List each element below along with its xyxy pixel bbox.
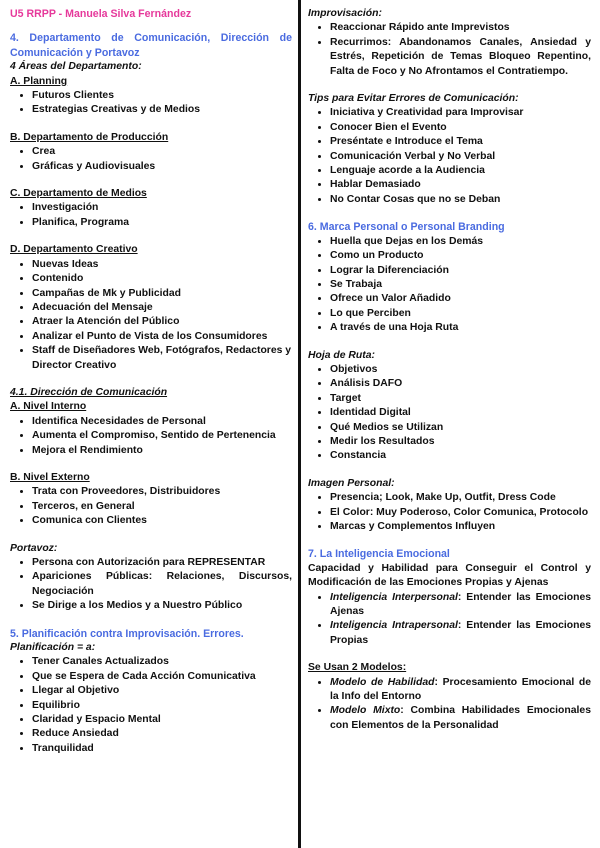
- term: Modelo Mixto: [330, 705, 401, 717]
- list-item: • Investigación: [32, 201, 292, 215]
- term: Modelo de Habilidad: [330, 676, 435, 688]
- list-item: • A través de una Hoja Ruta: [330, 321, 591, 335]
- list-item: • Llegar al Objetivo: [32, 684, 292, 698]
- term: Inteligencia Intrapersonal: [330, 620, 458, 632]
- hoja-ruta-heading: Hoja de Ruta:: [308, 349, 375, 361]
- list-item: [330, 591, 591, 620]
- list-item: • Gráficas y Audiovisuales: [32, 160, 292, 174]
- list-item: • Huella que Dejas en los Demás: [330, 235, 591, 249]
- creativo-heading: D. Departamento Creativo: [10, 244, 138, 256]
- planning-heading: A. Planning: [10, 75, 68, 87]
- list-item: • Preséntate e Introduce el Tema: [330, 135, 591, 149]
- definition: : Procesamiento Emocional de la Info del Entorno: [330, 676, 591, 703]
- portavoz-heading: Portavoz:: [10, 542, 58, 554]
- list-item: • Mejora el Rendimiento: [32, 444, 292, 458]
- tips-list: [308, 106, 591, 207]
- list-item: • Comunicación Verbal y No Verbal: [330, 150, 591, 164]
- list-item: • Se Trabaja: [330, 278, 591, 292]
- list-item: • Hablar Demasiado: [330, 178, 591, 192]
- list-item: • Futuros Clientes: [32, 89, 292, 103]
- produccion-list: [10, 145, 292, 174]
- list-item: • Terceros, en General: [32, 500, 292, 514]
- list-item: • Crea: [32, 145, 292, 159]
- improvisacion-list: [308, 21, 591, 79]
- direccion-heading: 4.1. Dirección de Comunicación: [10, 386, 168, 398]
- list-item: • Adecuación del Mensaje: [32, 301, 292, 315]
- hoja-ruta-list: [308, 363, 591, 464]
- list-item: • Identidad Digital: [330, 406, 591, 420]
- list-item: • El Color: Muy Poderoso, Color Comunica, Protocolo: [330, 506, 591, 520]
- document-title: U5 RRPP - Manuela Silva Fernández: [10, 8, 192, 20]
- list-item: • Claridad y Espacio Mental: [32, 713, 292, 727]
- inteligencia-emocional-desc: Capacidad y Habilidad para Conseguir el Control y Modificación de las Emociones Propias y Ajenas: [308, 562, 591, 589]
- nivel-interno-list: [10, 415, 292, 458]
- term: Inteligencia Interpersonal: [330, 591, 458, 603]
- section-6-heading: 6. Marca Personal o Personal Branding: [308, 221, 505, 234]
- list-item: • Tranquilidad: [32, 742, 292, 756]
- list-item: • Qué Medios se Utilizan: [330, 421, 591, 435]
- medios-list: [10, 201, 292, 230]
- list-item: • Analizar el Punto de Vista de los Consumidores: [32, 330, 292, 344]
- list-item: • Se Dirige a los Medios y a Nuestro Público: [32, 599, 292, 613]
- modelos-heading: Se Usan 2 Modelos:: [308, 662, 407, 674]
- list-item: • Staff de Diseñadores Web, Fotógrafos, Redactores y Director Creativo: [32, 344, 292, 373]
- imagen-personal-list: [308, 491, 591, 534]
- list-item: • Tener Canales Actualizados: [32, 655, 292, 669]
- list-item: • Persona con Autorización para REPRESENTAR: [32, 556, 292, 570]
- left-column: [0, 0, 298, 848]
- list-item: • Análisis DAFO: [330, 377, 591, 391]
- definition: : Combina Habilidades Emocionales con Elementos de la Personalidad: [330, 705, 591, 731]
- list-item: • Contenido: [32, 272, 292, 286]
- list-item: • Campañas de Mk y Publicidad: [32, 287, 292, 301]
- list-item: • Identifica Necesidades de Personal: [32, 415, 292, 429]
- list-item: • Lograr la Diferenciación: [330, 264, 591, 278]
- improvisacion-heading: Improvisación:: [308, 8, 382, 19]
- list-item: • Objetivos: [330, 363, 591, 377]
- medios-heading: C. Departamento de Medios: [10, 188, 147, 200]
- list-item: • Aumenta el Compromiso, Sentido de Pertenencia: [32, 429, 292, 443]
- list-item: • Planifica, Programa: [32, 216, 292, 230]
- list-item: • Presencia; Look, Make Up, Outfit, Dress Code: [330, 491, 591, 505]
- list-item: • Atraer la Atención del Público: [32, 315, 292, 329]
- list-item: [330, 619, 591, 648]
- section-5-heading: 5. Planificación contra Improvisación. Errores.: [10, 627, 244, 640]
- list-item: • Como un Producto: [330, 249, 591, 263]
- list-item: • Lenguaje acorde a la Audiencia: [330, 164, 591, 178]
- list-item: • Trata con Proveedores, Distribuidores: [32, 485, 292, 499]
- list-item: • Estrategias Creativas y de Medios: [32, 103, 292, 117]
- nivel-externo-list: [10, 485, 292, 528]
- list-item: • Target: [330, 392, 591, 406]
- definition: : Entender las Emociones Ajenas: [330, 591, 591, 618]
- list-item: • Apariciones Públicas: Relaciones, Discursos, Negociación: [32, 570, 292, 599]
- nivel-interno-heading: A. Nivel Interno: [10, 401, 87, 413]
- list-item: • Reduce Ansiedad: [32, 727, 292, 741]
- list-item: • Equilibrio: [32, 699, 292, 713]
- section-4-heading: 4. Departamento de Comunicación, Dirección de Comunicación y Portavoz: [10, 32, 292, 59]
- list-item: • Medir los Resultados: [330, 435, 591, 449]
- list-item: • Marcas y Complementos Influyen: [330, 520, 591, 534]
- column-divider: [298, 0, 301, 848]
- planificacion-heading: Planificación = a:: [10, 642, 96, 654]
- creativo-list: [10, 258, 292, 373]
- right-column: [303, 0, 600, 848]
- list-item: [330, 676, 591, 705]
- list-item: [330, 704, 591, 733]
- areas-label: 4 Áreas del Departamento:: [10, 61, 142, 73]
- list-item: • No Contar Cosas que no se Deban: [330, 193, 591, 207]
- planning-list: [10, 89, 292, 118]
- definition: : Entender las Emociones Propias: [330, 620, 591, 646]
- modelos-list: [308, 676, 591, 734]
- list-item: • Recurrimos: Abandonamos Canales, Ansiedad y Estrés, Repetición de Temas Bloqueo Repentino, Falta de Foco y No Afrontamos el Contratiempo.: [330, 36, 591, 79]
- list-item: • Reaccionar Rápido ante Imprevistos: [330, 21, 591, 35]
- tips-heading: Tips para Evitar Errores de Comunicación:: [308, 93, 519, 105]
- planificacion-list: [10, 655, 292, 756]
- inteligencia-tipos-list: [308, 591, 591, 649]
- section-7-heading: 7. La Inteligencia Emocional: [308, 548, 450, 561]
- imagen-personal-heading: Imagen Personal:: [308, 477, 395, 489]
- portavoz-list: [10, 556, 292, 614]
- marca-personal-list: [308, 235, 591, 336]
- list-item: • Iniciativa y Creatividad para Improvisar: [330, 106, 591, 120]
- list-item: • Comunica con Clientes: [32, 514, 292, 528]
- list-item: • Que se Espera de Cada Acción Comunicativa: [32, 670, 292, 684]
- list-item: • Constancia: [330, 449, 591, 463]
- list-item: • Nuevas Ideas: [32, 258, 292, 272]
- list-item: • Conocer Bien el Evento: [330, 121, 591, 135]
- list-item: • Ofrece un Valor Añadido: [330, 292, 591, 306]
- produccion-heading: B. Departamento de Producción: [10, 131, 169, 143]
- list-item: • Lo que Perciben: [330, 307, 591, 321]
- nivel-externo-heading: B. Nivel Externo: [10, 471, 90, 483]
